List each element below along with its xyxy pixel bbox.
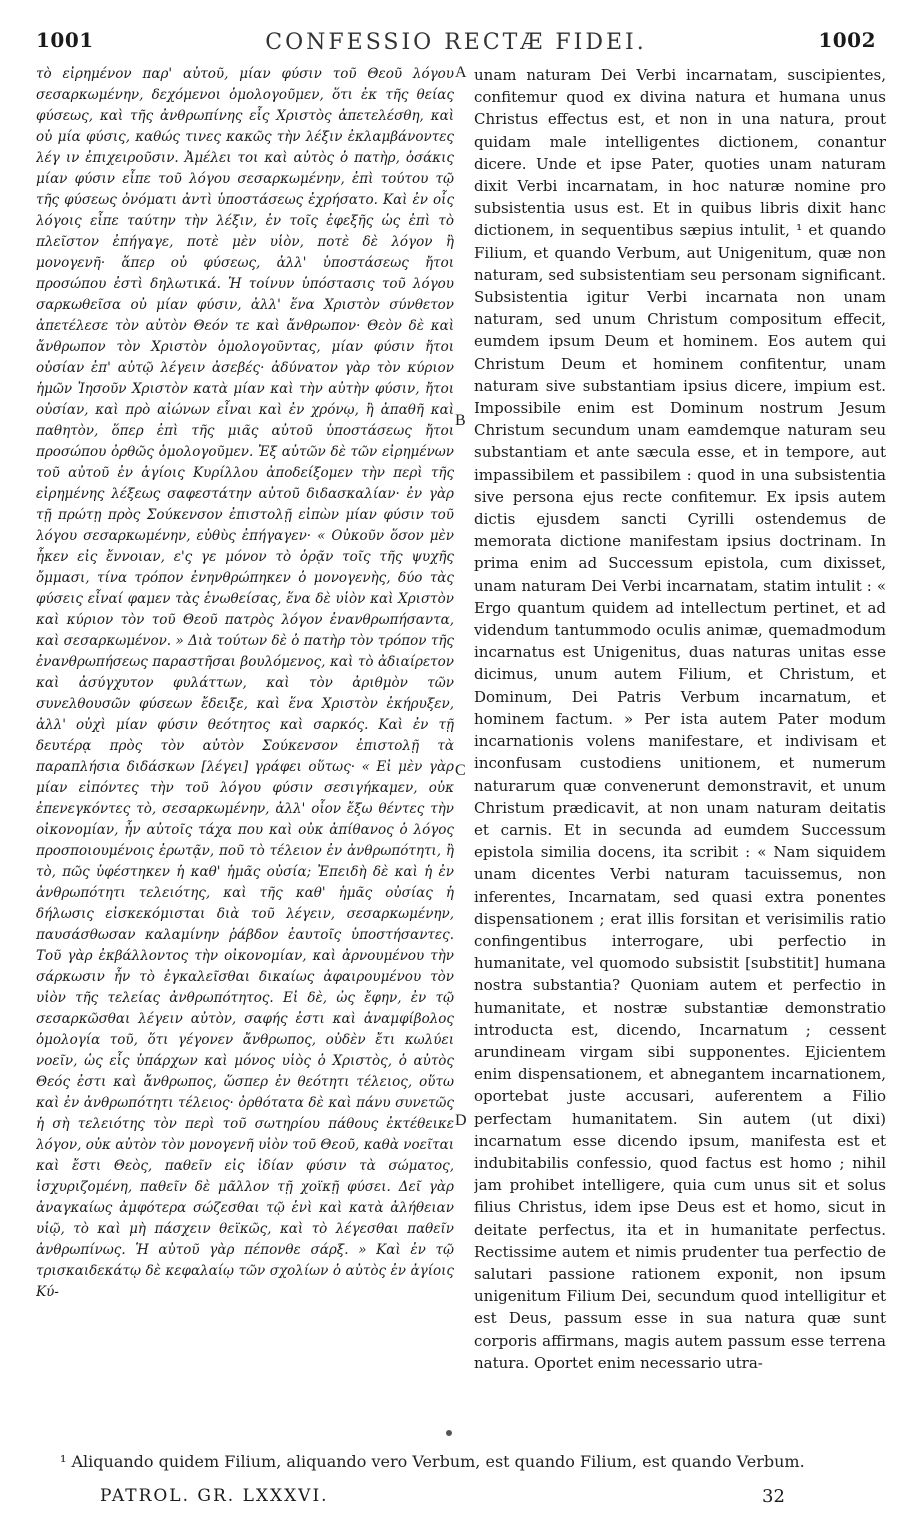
page-number-right: 1002 (818, 28, 876, 52)
margin-marker-d: D (455, 1112, 467, 1129)
margin-marker-c: C (455, 762, 466, 779)
footer-volume: PATROL. GR. LXXXVI. (100, 1486, 329, 1506)
running-title: CONFESSIO RECTÆ FIDEI. (265, 30, 647, 55)
latin-column (474, 64, 886, 1420)
separator-dot (446, 1430, 452, 1436)
page-number-left: 1001 (36, 28, 94, 52)
page-header (0, 0, 912, 62)
footer-signature: 32 (762, 1486, 785, 1507)
greek-column (36, 64, 454, 1420)
margin-marker-b: B (455, 412, 466, 429)
greek-text: τὸ εἰρημένον παρ' αὐτοῦ, μίαν φύσιν τοῦ Θεοῦ λόγου σεσαρκωμένην, δεχόμενοι ὁμολογοῦμεν, ὅτι ἐκ τῆς θείας φύσεως, καὶ τῆς ἀνθρωπίνης εἷς Χριστὸς ἀπετελέσθη, καὶ οὐ μία φύσις, καθώς τινες κακῶς τὴν λέξιν ἐκλαμβάνοντες λέγ ιν ἐπιχειροῦσιν. Ἀμέλει τοι καὶ αὐτὸς ὁ πατὴρ, ὁσάκις μίαν φύσιν εἶπε τοῦ λόγου σεσαρκωμένην, ἐπὶ τούτου τῷ τῆς φύσεως ὀνόματι ἀντὶ ὑποστάσεως ἐχρήσατο. Καὶ ἐν οἷς λόγοις εἶπε ταύτην τὴν λέξιν, ἐν τοῖς ἐφεξῆς ὡς ἐπὶ τὸ πλεῖστον ἐπήγαγε, ποτὲ μὲν υἱὸν, ποτὲ δὲ λόγον ἢ μονογενῆ· ἅπερ οὐ φύσεως, ἀλλ' ὑποστάσεως ἤτοι προσώπου ἐστὶ δηλωτικά. Ἡ τοίνυν ὑπόστασις τοῦ λόγου σαρκωθεῖσα οὐ μίαν φύσιν, ἀλλ' ἕνα Χριστὸν σύνθετον ἀπετέλεσε τὸν αὐτὸν Θεόν τε καὶ ἄνθρωπον· Θεὸν δὲ καὶ ἄνθρωπον τὸν Χριστὸν ὁμολογοῦντας, μίαν φύσιν ἤτοι οὐσίαν ἐπ' αὐτῷ λέγειν ἀσεβές· ἀδύνατον γὰρ τὸν κύριον ἡμῶν Ἰησοῦν Χριστὸν κατὰ μίαν καὶ τὴν αὐτὴν φύσιν, ἤτοι οὐσίαν, καὶ πρὸ αἰώνων εἶναι καὶ ἐν χρόνῳ, ἢ ἀπαθῆ καὶ παθητὸν, ὅπερ ἐπὶ τῆς μιᾶς αὐτοῦ ὑποστάσεως ἤτοι προσώπου ὀρθῶς ὁμολογοῦμεν. Ἐξ αὐτῶν δὲ τῶν εἰρημένων τοῦ αὐτοῦ ἐν ἁγίοις Κυρίλλου ἀποδείξομεν τὴν περὶ τῆς εἰρημένης λέξεως σαφεστάτην αὐτοῦ διδασκαλίαν· ἐν γὰρ τῇ πρώτῃ πρὸς Σούκενσον ἐπιστολῇ εἰπὼν μίαν φύσιν τοῦ λόγου σεσαρκωμένην, εὐθὺς ἐπήγαγεν· « Οὐκοῦν ὅσον μὲν ἧκεν εἰς ἔννοιαν, ε'ς γε μόνον τὸ ὁρᾷν τοῖς τῆς ψυχῆς ὄμμασι, τίνα τρόπον ἐνηνθρώπηκεν ὁ μονογενὴς, δύο τὰς φύσεις εἶναί φαμεν τὰς ἑνωθείσας, ἕνα δὲ υἱὸν καὶ Χριστὸν καὶ κύριον τὸν τοῦ Θεοῦ πατρὸς λόγον ἐνανθρωπήσαντα, καὶ σεσαρκωμένον. » Διὰ τούτων δὲ ὁ πατὴρ τὸν τρόπον τῆς ἐνανθρωπήσεως παραστῆσαι βουλόμενος, καὶ τὸ ἀδιαίρετον καὶ ἀσύγχυτον φυλάττων, καὶ τὸν ἀριθμὸν τῶν συνελθουσῶν φύσεων ἔδειξε, καὶ ἕνα Χριστὸν ἐκήρυξεν, ἀλλ' οὐχὶ μίαν φύσιν θεότητος καὶ σαρκός. Καὶ ἐν τῇ δευτέρᾳ πρὸς τὸν αὐτὸν Σούκενσον ἐπιστολῇ τὰ παραπλήσια διδάσκων [λέγει] γράφει οὕτως· « Εἰ μὲν γὰρ μίαν εἰπόντες τὴν τοῦ λόγου φύσιν σεσιγήκαμεν, οὐκ ἐπενεγκόντες τὸ, σεσαρκωμένην, ἀλλ' οἷον ἔξω θέντες τὴν οἰκονομίαν, ἦν αὐτοῖς τάχα που καὶ οὐκ ἀπίθανος ὁ λόγος προσποιουμένοις ἐρωτᾷν, ποῦ τὸ τέλειον ἐν ἀνθρωπότητι, ἢ τὸ, πῶς ὑφέστηκεν ἡ καθ' ἡμᾶς οὐσία; Ἐπειδὴ δὲ καὶ ἡ ἐν ἀνθρωπότητι τελειότης, καὶ τῆς καθ' ἡμᾶς οὐσίας ἡ δήλωσις εἰσκεκόμισται διὰ τοῦ λέγειν, σεσαρκωμένην, παυσάσθωσαν καλαμίνην ῥάβδον ἑαυτοῖς ὑποστήσαντες. Τοῦ γὰρ ἐκβάλλοντος τὴν οἰκονομίαν, καὶ ἀρνουμένου τὴν σάρκωσιν ἦν τὸ ἐγκαλεῖσθαι δικαίως ἀφαιρουμένου τὸν υἱὸν τῆς τελείας ἀνθρωπότητος. Εἰ δὲ, ὡς ἔφην, ἐν τῷ σεσαρκῶσθαι λέγειν αὐτὸν, σαφής ἐστι καὶ ἀναμφίβολος ὁμολογία τοῦ, ὅτι γέγονεν ἄνθρωπος, οὐδὲν ἔτι κωλύει νοεῖν, ὡς εἷς ὑπάρχων καὶ μόνος υἱὸς ὁ Χριστὸς, ὁ αὐτὸς Θεός ἐστι καὶ ἄνθρωπος, ὥσπερ ἐν θεότητι τέλειος, οὕτω καὶ ἐν ἀνθρωπότητι τέλειος· ὀρθότατα δὲ καὶ πάνυ συνετῶς ἡ σὴ τελειότης τὸν περὶ τοῦ σωτηρίου πάθους ἐκτέθεικε λόγον, οὐκ αὐτὸν τὸν μονογενῆ υἱὸν τοῦ Θεοῦ, καθὰ νοεῖται καὶ ἔστι Θεὸς, παθεῖν εἰς ἰδίαν φύσιν τὰ σώματος, ἰσχυριζομένη, παθεῖν δὲ μᾶλλον τῇ χοϊκῇ φύσει. Δεῖ γὰρ ἀναγκαίως ἀμφότερα σώζεσθαι τῷ ἑνὶ καὶ κατὰ ἀλήθειαν υἱῷ, τὸ καὶ μὴ πάσχειν θεϊκῶς, καὶ τὸ λέγεσθαι παθεῖν ἀνθρωπίνως. Ἡ αὐτοῦ γὰρ πέπονθε σάρξ. » Καὶ ἐν τῷ τρισκαιδεκάτῳ δὲ κεφαλαίῳ τῶν σχολίων ὁ αὐτὸς ἐν ἁγίοις Κύ- (36, 66, 454, 1300)
footnote: ¹ Aliquando quidem Filium, aliquando vero Verbum, est quando Filium, est quando Verbum. (60, 1452, 805, 1471)
latin-text: unam naturam Dei Verbi incarnatam, suscipientes, confitemur quod ex divina natura et humana unus Christus effectus est, et non in una natura, prout quidam male intelligentes dictionem, conantur dicere. Unde et ipse Pater, quoties unam naturam dixit Verbi incarnatam, in hoc naturæ nomine pro subsistentia usus est. Et in quibus libris dixit hanc dictionem, in sequentibus sæpius intulit, ¹ et quando Filium, et quando Verbum, aut Unigenitum, quæ non naturam, sed subsistentiam seu personam significant. Subsistentia igitur Verbi incarnata non unam naturam, sed unum Christum compositum effecit, eumdem ipsum Deum et hominem. Eos autem qui Christum Deum et hominem confitentur, unam naturam sive substantiam ipsius dicere, impium est. Impossibile enim est Dominum nostrum Jesum Christum secundum unam eamdemque naturam seu substantiam et ante sæcula esse, et in tempore, aut impassibilem et passibilem : quod in una subsistentia sive persona ejus recte confitemur. Ex ipsis autem dictis ejusdem sancti Cyrilli ostendemus de memorata dictione manifestam ipsius doctrinam. In prima enim ad Successum epistola, cum dixisset, unam naturam Dei Verbi incarnatam, statim intulit : « Ergo quantum quidem ad intellectum pertinet, et ad videndum tantummodo oculis animæ, quemadmodum incarnatus est Unigenitus, duas naturas unitas esse dicimus, unum autem Filium, et Christum, et Dominum, Dei Patris Verbum incarnatum, et hominem factum. » Per ista autem Pater modum incarnationis volens manifestare, et indivisam et inconfusam custodiens unitionem, et numerum naturarum quæ convenerunt demonstravit, et unum Christum prædicavit, at non unam naturam deitatis et carnis. Et in secunda ad eumdem Successum epistola similia docens, ita scribit : « Nam siquidem unam dicentes Verbi naturam tacuissemus, non inferentes, Incarnatam, sed quasi extra ponentes dispensationem ; erat illis forsitan et verisimilis ratio confingentibus interrogare, ubi perfectio in humanitate, vel quomodo subsistit [substitit] humana nostra substantia? Quoniam autem et perfectio in humanitate, et nostræ substantiæ demonstratio introducta est, dicendo, Incarnatum ; cessent arundineam virgam sibi supponentes. Ejicientem enim dispensationem, et abnegantem incarnationem, oportebat juste accusari, auferentem a Filio perfectam humanitatem. Sin autem (ut dixi) incarnatum esse dicendo ipsum, manifesta est et indubitabilis confessio, quod factus est homo ; nihil jam prohibet intelligere, quia cum unus sit et solus filius Christus, idem ipse Deus est et homo, sicut in deitate perfectus, ita et in humanitate perfectus. Rectissime autem et nimis prudenter tua perfectio de salutari passione rationem exponit, non ipsum unigenitum Filium Dei, secundum quod intelligitur et est Deus, passum esse in sua natura quæ sunt corporis affirmans, magis autem passum esse terrena natura. Oportet enim necessario utra- (474, 66, 886, 1372)
margin-marker-a: A (455, 64, 467, 81)
